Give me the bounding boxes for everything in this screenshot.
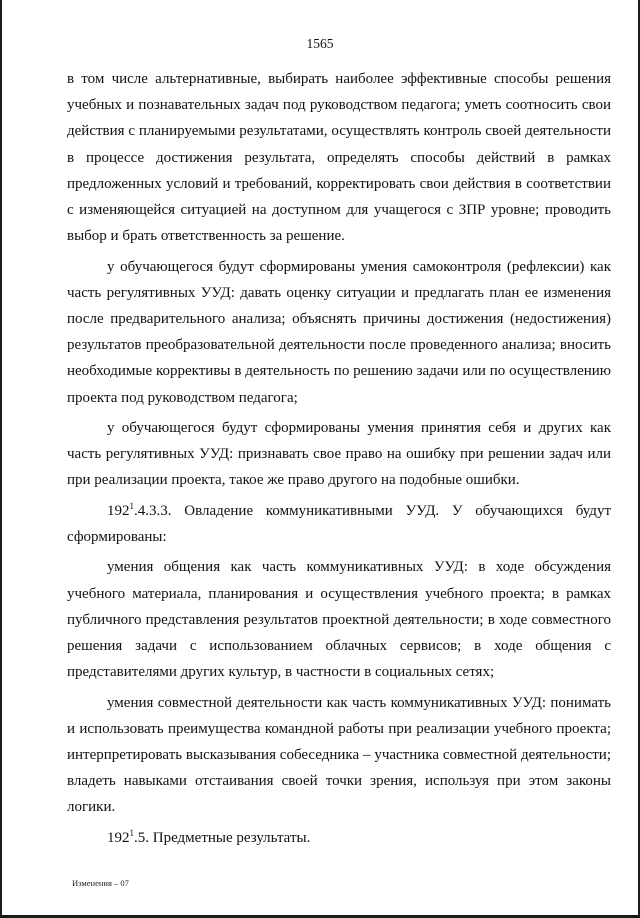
paragraph-collaboration-skills: умения совместной деятельности как часть коммуникативных УУД: понимать и использовать преимущества командной работы при реализации учебного проекта; интерпретировать высказывания собеседника – участника совместной деятельности; владеть навыками отстаивания своей точки зрения, используя при этом законы логики. [67,694,611,816]
paragraph-self-acceptance: у обучающегося будут сформированы умения принятия себя и других как часть регулятивных УУД: признавать свое право на ошибку при решении задач или при реализации проекта, такое же право другого на подобные ошибки. [67,420,611,489]
section-number-superscript: 1 [129,500,134,511]
section-heading-text: .5. Предметные результаты. [134,829,311,846]
document-body [67,66,611,855]
page-number: 1565 [306,36,334,51]
scan-edge-left [0,0,2,918]
paragraph-self-control: у обучающегося будут сформированы умения самоконтроля (рефлексии) как часть регулятивных УУД: давать оценку ситуации и предлагать план ее изменения после предварительного анализа; объяснять причины достижения (недостижения) результатов преобразовательной деятельности после проведенного анализа; вносить необходимые коррективы в деятельность по решению задачи или по осуществлению проекта под руководством педагога; [67,258,611,406]
section-number-superscript: 1 [129,827,134,838]
paragraph-communication-skills: умения общения как часть коммуникативных УУД: в ходе обсуждения учебного материала, планирования и осуществления учебного проекта; в рамках публичного представления результатов проектной деятельности; в ходе совместного решения задачи с использованием облачных сервисов; в ходе общения с представителями других культур, в частности в социальных сетях; [67,559,611,681]
section-heading-subject-results [67,825,611,851]
paragraph-continuation: в том числе альтернативные, выбирать наиболее эффективные способы решения учебных и познавательных задач под руководством педагога; уметь соотносить свои действия с планируемыми результатами, осуществлять контроль своей деятельности в процессе достижения результата, определять способы действий в рамках предложенных условий и требований, корректировать свои действия в соответствии с изменяющейся ситуацией на доступном для учащегося с ЗПР уровне; проводить выбор и брать ответственность за решение. [67,71,611,245]
section-heading-text: .4.3.3. Овладение коммуникативными УУД. У обучающихся будут сформированы: [67,502,611,546]
section-number: 192 [107,829,130,846]
footer-revision-note: Изменения – 07 [72,878,129,888]
section-heading-communicative [67,498,611,550]
section-number: 192 [107,502,130,519]
